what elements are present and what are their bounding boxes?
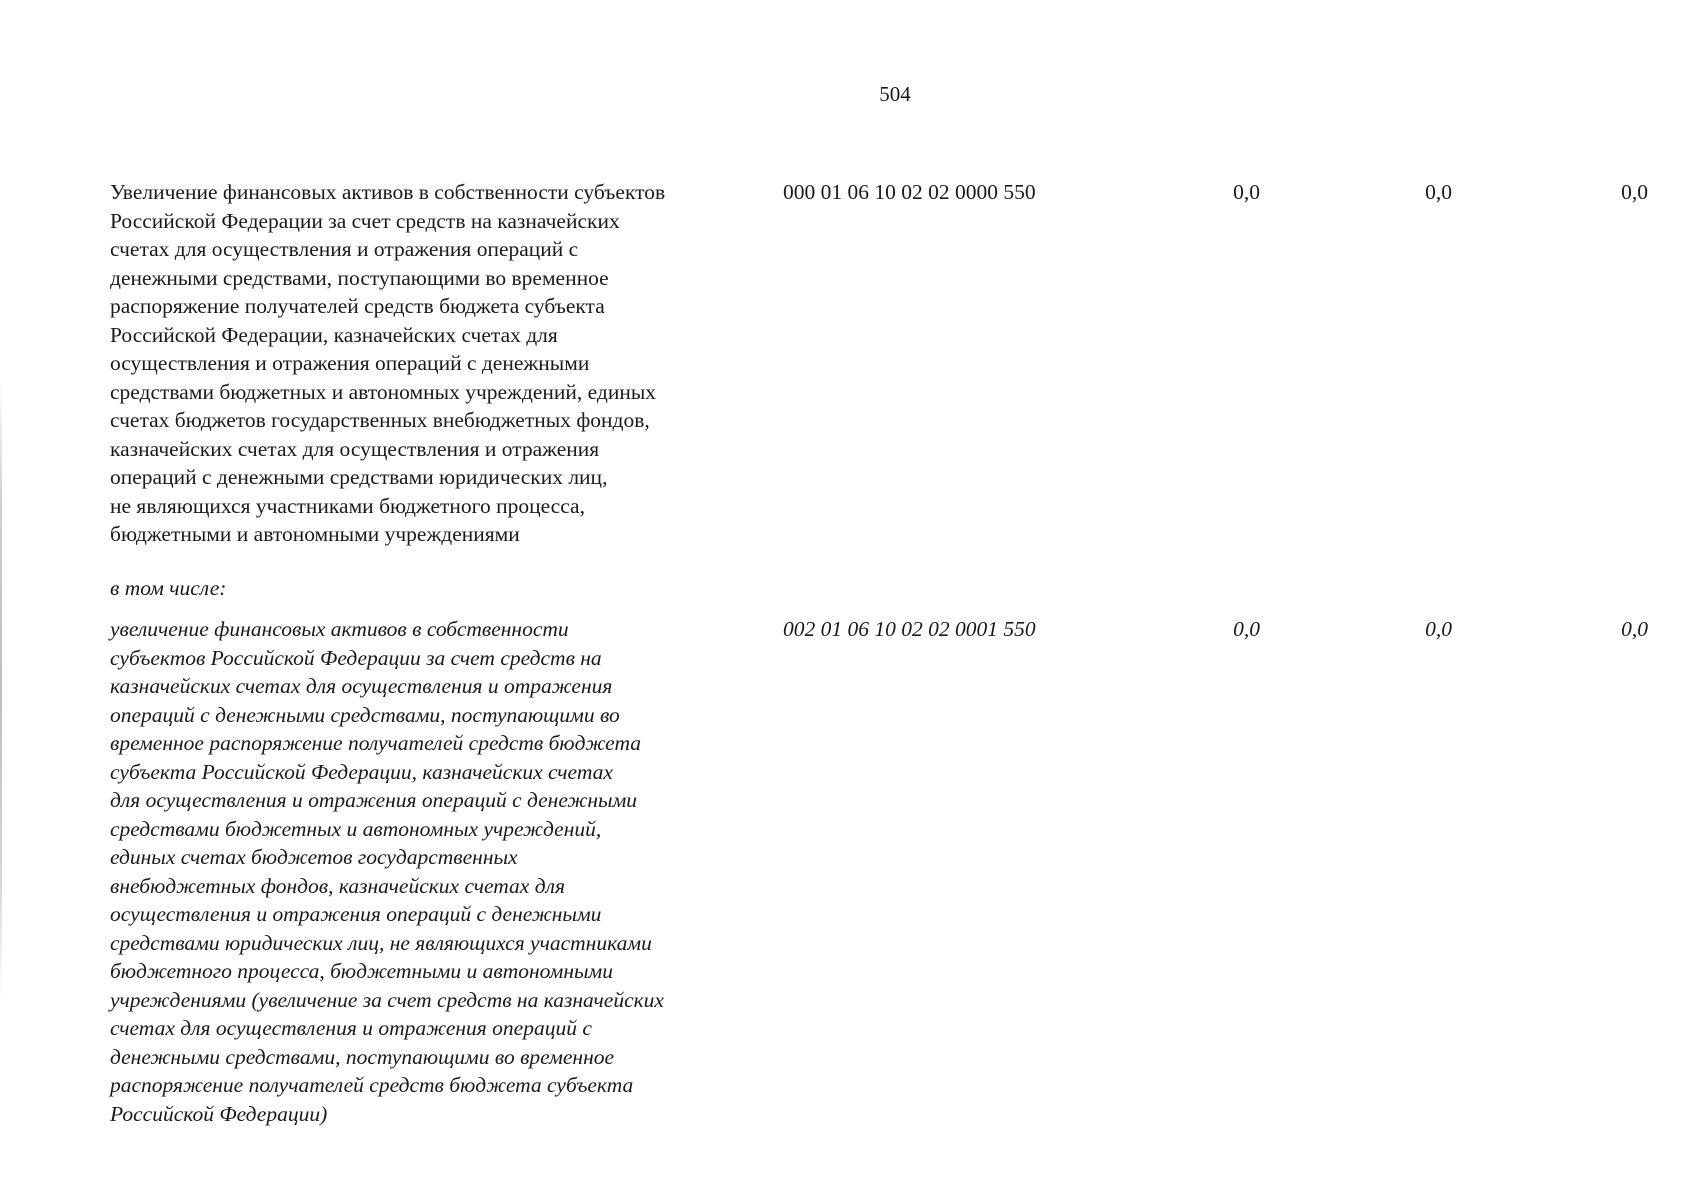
row-value-2: 0,0 <box>1425 617 1452 641</box>
row-description: увеличение финансовых активов в собственности субъектов Российской Федерации за счет средств на казначейских счетах для осуществления и отражения операций с денежными средствами, поступающими во временное распоряжение получателей средств бюджета субъекта Российской Федерации, казначейских счетах для осуществления и отражения операций с денежными средствами бюджетных и автономных учреждений, единых счетах бюджетов государственных внебюджетных фондов, казначейских счетах для осуществления и отражения операций с денежными средствами юридических лиц, не являющихся участниками бюджетного процесса, бюджетными и автономными учреждениями (увеличение за счет средств на казначейских счетах для осуществления и отражения операций с денежными средствами, поступающими во временное распоряжение получателей средств бюджета субъекта Российской Федерации) <box>110 617 664 1126</box>
scan-edge-shadow <box>0 380 2 1000</box>
row-value-3: 0,0 <box>1621 180 1648 204</box>
row-value-1: 0,0 <box>1233 617 1260 641</box>
row-value-2: 0,0 <box>1425 180 1452 204</box>
row-value-1: 0,0 <box>1233 180 1260 204</box>
including-note: в том числе: <box>110 576 227 600</box>
page-number: 504 <box>879 82 911 106</box>
row-budget-code: 002 01 06 10 02 02 0001 550 <box>783 617 1036 641</box>
row-budget-code: 000 01 06 10 02 02 0000 550 <box>783 180 1036 204</box>
row-description: Увеличение финансовых активов в собственности субъектов Российской Федерации за счет средств на казначейских счетах для осуществления и отражения операций с денежными средствами, поступающими во временное распоряжение получателей средств бюджета субъекта Российской Федерации, казначейских счетах для осуществления и отражения операций с денежными средствами бюджетных и автономных учреждений, единых счетах бюджетов государственных внебюджетных фондов, казначейских счетах для осуществления и отражения операций с денежными средствами юридических лиц, не являющихся участниками бюджетного процесса, бюджетными и автономными учреждениями <box>110 180 666 546</box>
row-value-3: 0,0 <box>1621 617 1648 641</box>
